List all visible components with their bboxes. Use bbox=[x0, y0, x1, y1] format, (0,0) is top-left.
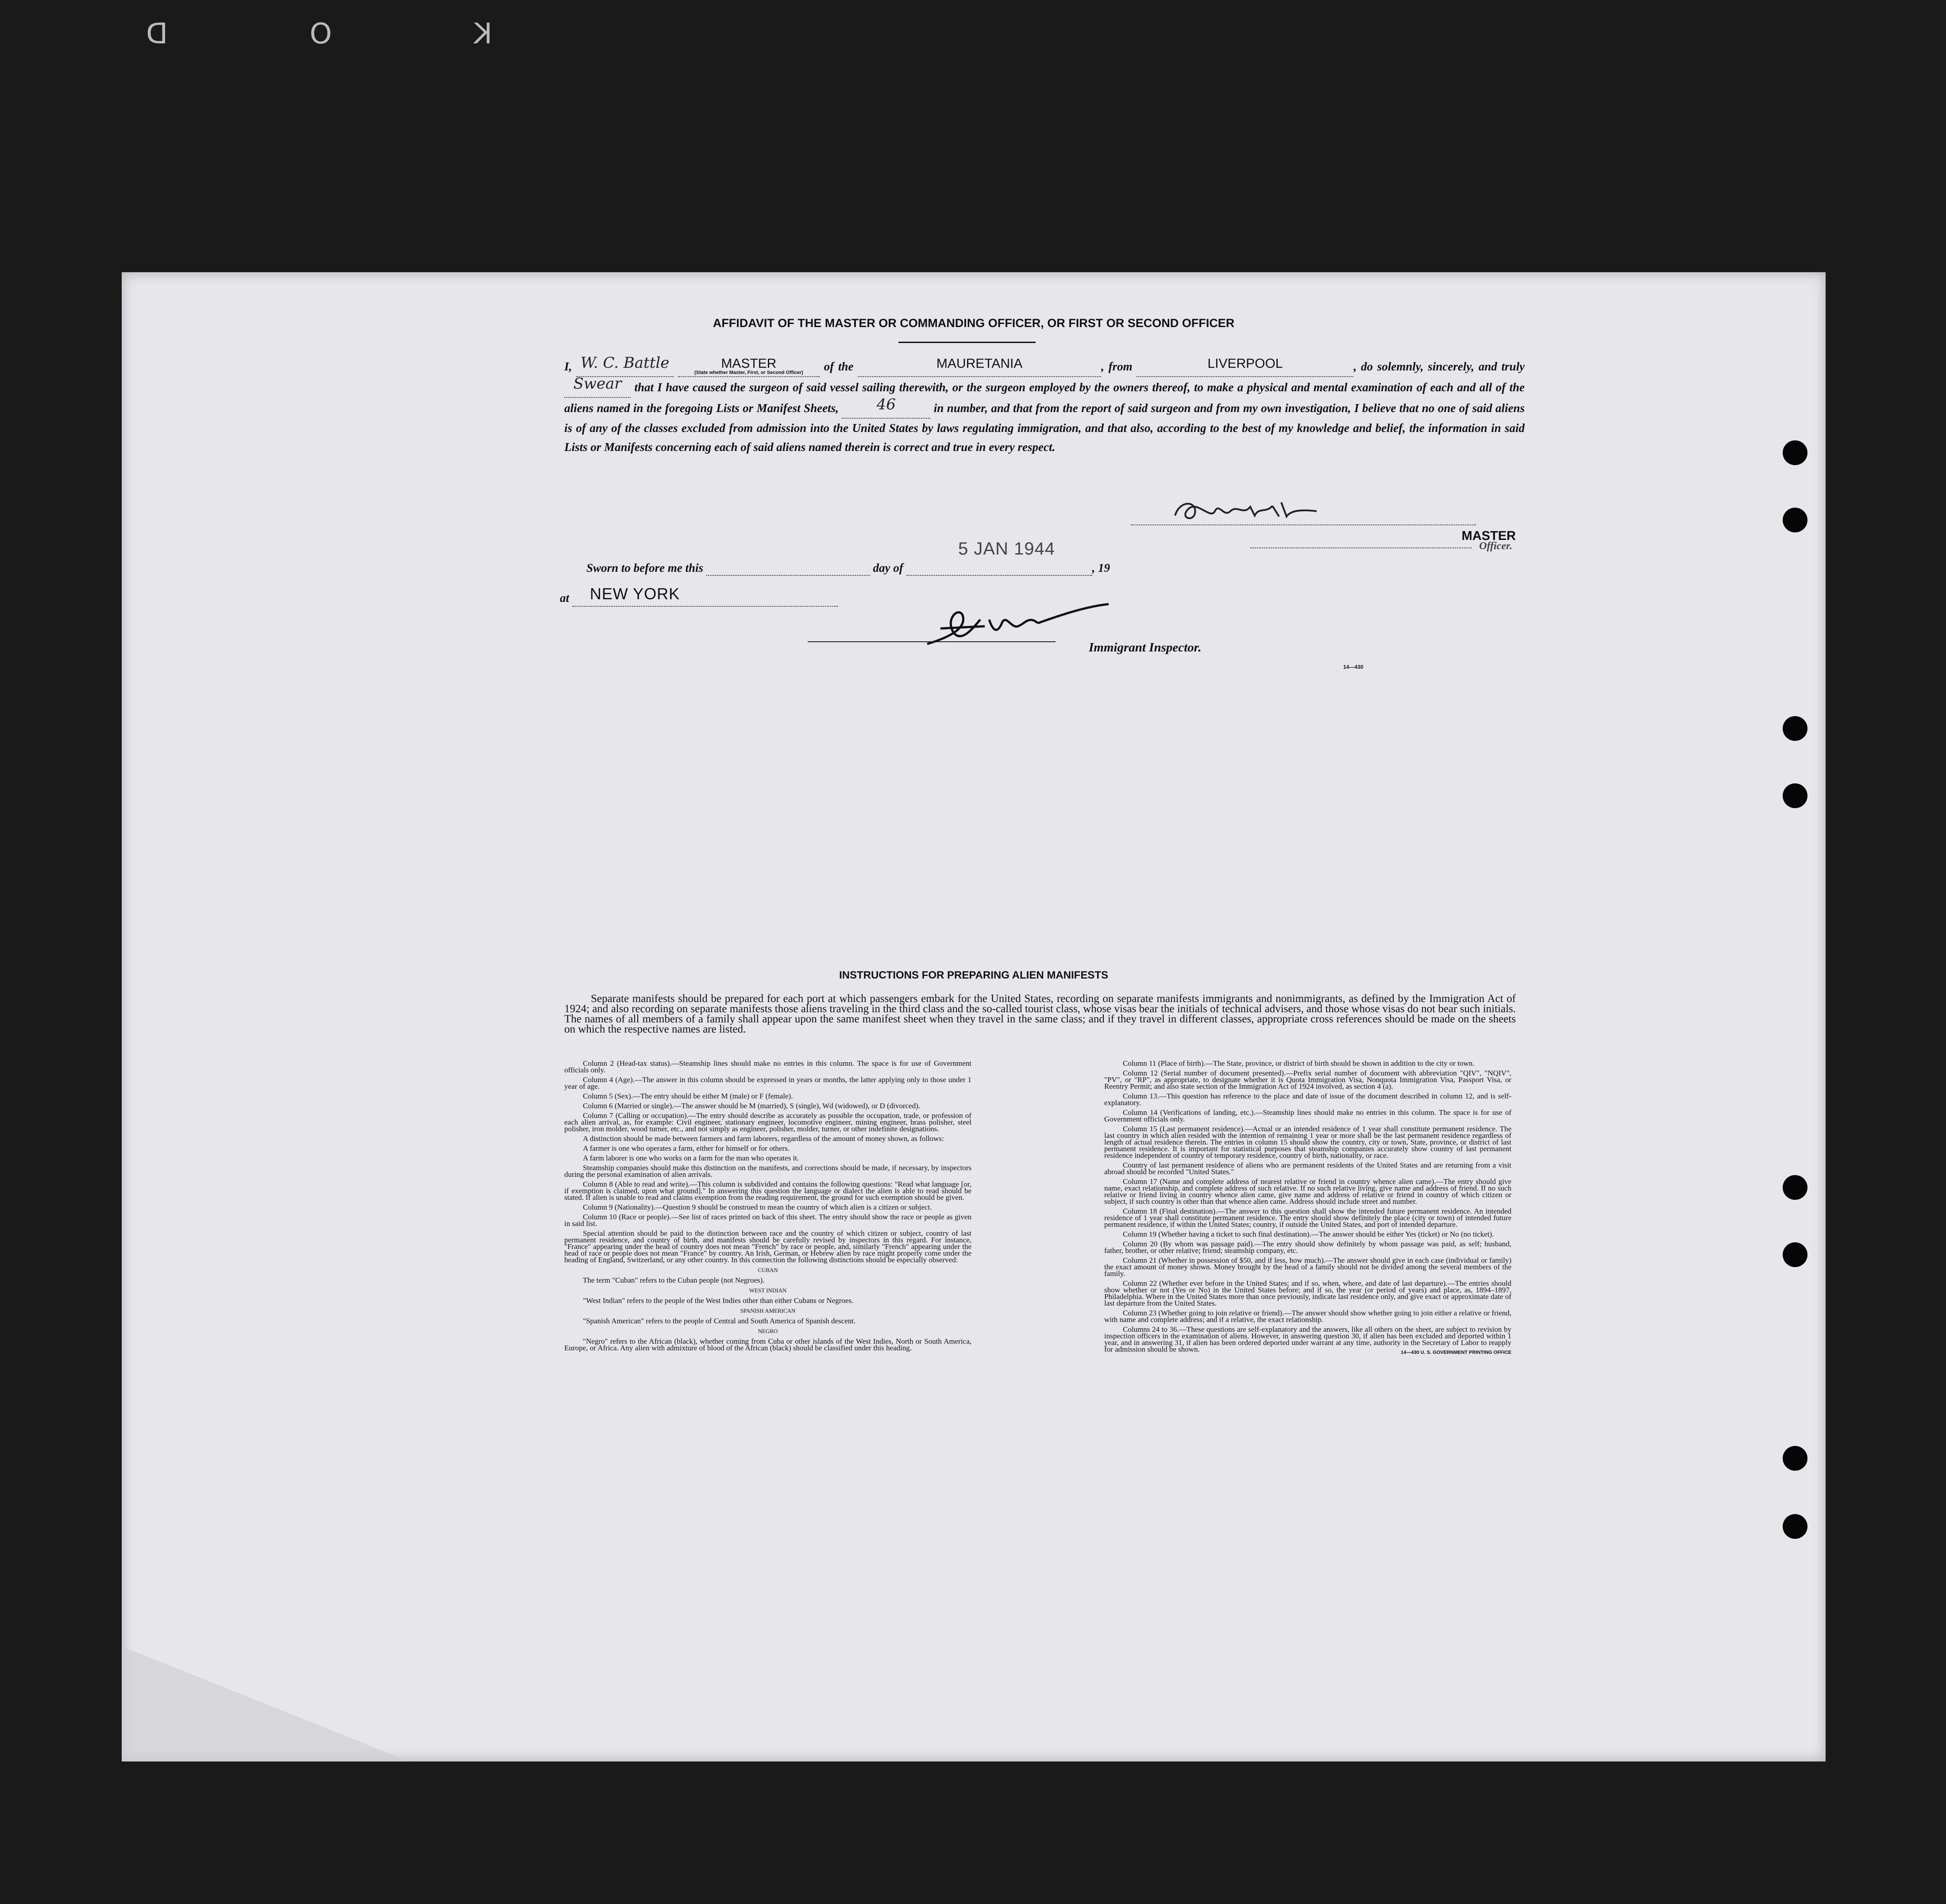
affidavit-text: in number, and that from the report of said surgeon and from my own investigation, I believe that no one of said aliens is of any of the classes excluded from admission into the United States by laws regulating immigration, and that also, according to the best of my knowledge and belief, the information in said Lists or Manifests concerning each of said aliens named therein is correct and true in every respect. bbox=[564, 401, 1525, 454]
section-heading: CUBAN bbox=[758, 1267, 778, 1273]
instruction-paragraph: Column 20 (By whom was passage paid).—The entry should show definitely by whom passage was paid, as self; husband, father, brother, or other relative; friend; steamship company, etc. bbox=[1104, 1240, 1511, 1255]
punch-hole bbox=[1783, 1514, 1807, 1539]
instruction-paragraph: Column 10 (Race or people).—See list of races printed on back of this sheet. The entry should show the race or people as given in said list. bbox=[564, 1213, 971, 1228]
rank-field bbox=[678, 357, 820, 377]
master-name: W. C. Battle bbox=[580, 354, 670, 372]
punch-hole bbox=[1783, 440, 1807, 465]
instruction-paragraph: Column 22 (Whether ever before in the United States; and if so, when, where, and date of last departure).—The entries should show whether or not (Yes or No) in the United States before; and if so, the year (or period of years) and place, as, 1894–1897, Philadelphia. Where in the United States more than once previously, indicate last residence only, and give exact or approximate date of last departure from the United States. bbox=[1104, 1279, 1511, 1307]
master-title-block bbox=[1219, 529, 1516, 552]
instruction-paragraph: A farmer is one who operates a farm, either for himself or for others. bbox=[583, 1144, 790, 1152]
affidavit-title: AFFIDAVIT OF THE MASTER OR COMMANDING OFFICER, OR FIRST OR SECOND OFFICER bbox=[713, 316, 1235, 330]
sworn-line bbox=[586, 561, 1317, 576]
affidavit-text: I, bbox=[564, 360, 572, 373]
instructions-intro: Separate manifests should be prepared for each port at which passengers embark for the United States, recording on separate manifests immigrants and nonimmigrants, as defined by the Immigration Act of 1924; and also recording on separate manifests those aliens traveling in the third class and the so-called tourist class, whose visas bear the initials of technical advisers, and those whose visas do not bear such initials. The names of all members of a family shall appear upon the same manifest sheet when they travel in the same class; and if they travel in different classes, appropriate cross references should be made on the sheets on which the respective names are listed. bbox=[564, 993, 1516, 1035]
title-rule bbox=[898, 342, 1036, 343]
oath-field bbox=[564, 377, 631, 398]
master-signature-line bbox=[1131, 502, 1476, 525]
instruction-paragraph: Column 15 (Last permanent residence).—Actual or an intended residence of 1 year shall constitute permanent residence. The last country in which alien resided with the intention of remaining 1 year or more shall be the last permanent residence regardless of length of actual residence therein. The entries in column 15 should show the country, city or town, State, province, or district of last permanent residence. It is important for statistical purposes that steamship companies accurately show country of last permanent residence independent of country of temporary residence, country of birth, nationality, or race. bbox=[1104, 1125, 1511, 1160]
port-field bbox=[1137, 357, 1353, 377]
instruction-paragraph: "Spanish American" refers to the people of Central and South America of Spanish descent. bbox=[583, 1317, 856, 1325]
instruction-paragraph: Steamship companies should make this distinction on the manifests, and corrections should be made, if necessary, by inspectors during the personal examination of alien arrivals. bbox=[564, 1164, 971, 1179]
instruction-paragraph: Column 7 (Calling or occupation).—The entry should describe as accurately as possible the occupation, trade, or profession of each alien arrival, as, for example: Civil engineer, stationary engineer, locomotive engineer, mining engineer, brass polisher, steel polisher, iron molder, wood turner, etc., and not simply as engineer, polisher, molder, turner, or other indefinite designations. bbox=[564, 1111, 971, 1133]
master-signature bbox=[1171, 498, 1348, 524]
instruction-paragraph: The term "Cuban" refers to the Cuban people (not Negroes). bbox=[583, 1276, 765, 1284]
page-fold bbox=[122, 1646, 409, 1761]
instruction-paragraph: Column 13.—This question has reference to the place and date of issue of the document described in column 12, and is self-explanatory. bbox=[1104, 1092, 1511, 1107]
sworn-year-label: , 19 bbox=[1092, 561, 1110, 574]
punch-hole bbox=[1783, 716, 1807, 741]
rank-hint: (State whether Master, First, or Second Officer) bbox=[694, 370, 803, 375]
punch-hole bbox=[1783, 508, 1807, 532]
instruction-paragraph: "West Indian" refers to the people of the West Indies other than either Cubans or Negroes. bbox=[583, 1296, 854, 1305]
instruction-paragraph: Column 18 (Final destination).—The answer to this question shall show the intended future permanent residence. An intended residence of 1 year shall constitute permanent residence. The entry should show definitely the place (city or town) of intended future permanent residence, if within the United States; country, if outside the United States, and port of intended departure. bbox=[1104, 1207, 1511, 1229]
inspector-line bbox=[808, 641, 1056, 642]
punch-hole bbox=[1783, 1446, 1807, 1471]
instructions-right-column bbox=[1104, 1060, 1511, 1356]
inspector-label: Immigrant Inspector. bbox=[1089, 640, 1202, 655]
instruction-paragraph: Column 14 (Verifications of landing, etc.).—Steamship lines should make no entries in this column. The space is for use of Government officials only. bbox=[1104, 1108, 1511, 1123]
instruction-paragraph: Country of last permanent residence of aliens who are permanent residents of the United States and are returning from a visit abroad should be recorded "United States." bbox=[1104, 1161, 1511, 1176]
sworn-day-label: day of bbox=[873, 561, 903, 574]
instruction-paragraph: Column 17 (Name and complete address of nearest relative or friend in country whence alien came).—The entry should give name, exact relationship, and complete address of such relative. If no such relative living, give name and address of friend. If no such relative or friend living in country whence alien came, give name and address of relative or friend in country of which citizen or subject, if such country is other than that whence alien came. Address should include street and number. bbox=[1104, 1177, 1511, 1206]
instructions-left-column bbox=[564, 1060, 971, 1354]
instruction-paragraph: Column 6 (Married or single).—The answer should be M (married), S (single), Wd (widowed), or D (divorced). bbox=[583, 1102, 921, 1110]
sworn-text: Sworn to before me this bbox=[586, 561, 704, 574]
instruction-paragraph: Column 4 (Age).—The answer in this column should be expressed in years or months, the latter applying only to those under 1 year of age. bbox=[564, 1075, 971, 1091]
section-heading: NEGRO bbox=[758, 1328, 778, 1334]
instruction-paragraph: Column 23 (Whether going to join relative or friend).—The answer should show whether going to join either a relative or friend, with name and complete address; and if a relative, the exact relationship. bbox=[1104, 1309, 1511, 1324]
instruction-paragraph: Column 12 (Serial number of document presented).—Prefix serial number of document with abbreviation "QIV", "NQIV", "PV", or "RP", as appropriate, to designate whether it is Quota Immigration Visa, Nonquota Immigration Visa, Passport Visa, or Reentry Permit; and also state section of the Immigration Act of 1924 involved, as section 4 (a). bbox=[1104, 1069, 1511, 1091]
master-label: MASTER bbox=[1461, 529, 1516, 543]
instruction-paragraph: Column 11 (Place of birth).—The State, province, or district of birth should be shown in addition to the city or town. bbox=[1123, 1059, 1475, 1068]
title-line bbox=[1250, 547, 1472, 548]
instruction-paragraph: Column 19 (Whether having a ticket to such final destination).—The answer should be either Yes (ticket) or No (no ticket). bbox=[1123, 1230, 1494, 1238]
punch-hole bbox=[1783, 1242, 1807, 1267]
place-name: NEW YORK bbox=[590, 585, 680, 603]
inspector-signature-block bbox=[808, 622, 1228, 655]
section-heading: WEST INDIAN bbox=[749, 1287, 787, 1294]
officer-label: Officer. bbox=[1479, 540, 1512, 552]
instruction-paragraph: Column 2 (Head-tax status).—Steamship lines should make no entries in this column. The space is for use of Government officials only. bbox=[564, 1059, 971, 1074]
vessel-field bbox=[858, 357, 1101, 377]
instruction-paragraph: A farm laborer is one who works on a farm for the man who operates it. bbox=[583, 1154, 799, 1162]
place-field bbox=[572, 587, 838, 607]
master-name-field bbox=[576, 356, 674, 377]
punch-hole bbox=[1783, 783, 1807, 808]
instructions-title: INSTRUCTIONS FOR PREPARING ALIEN MANIFESTS bbox=[839, 969, 1108, 981]
manifest-page bbox=[122, 272, 1826, 1761]
instruction-paragraph: Columns 24 to 36.—These questions are self-explanatory and the answers, like all others on the sheet, are subject to revision by inspection officers in the examination of aliens. However, in answering question 30, if alien has been excluded and deported within 1 year, and in answering 31, if alien has been ordered deported under warrant at any time, authority in the Secretary of Labor to reapply for admission should be shown. bbox=[1104, 1325, 1511, 1353]
oath-word: Swear bbox=[573, 375, 622, 393]
affidavit-text: , do solemnly, sincerely, and truly bbox=[1353, 360, 1525, 373]
date-stamp: 5 JAN 1944 bbox=[958, 539, 1056, 559]
rank-typed: MASTER bbox=[721, 356, 777, 371]
form-number: 14—430 bbox=[1343, 664, 1364, 670]
film-edge-marking: K O D bbox=[80, 18, 493, 50]
sworn-day-field bbox=[706, 561, 870, 576]
instruction-paragraph: A distinction should be made between farmers and farm laborers, regardless of the amount of money shown, as follows: bbox=[583, 1134, 944, 1143]
inspector-signature bbox=[914, 602, 1118, 651]
punch-hole bbox=[1783, 1175, 1807, 1200]
instruction-paragraph: Column 9 (Nationality).—Question 9 should be construed to mean the country of which alien is a citizen or subject. bbox=[583, 1203, 932, 1211]
sworn-month-field bbox=[906, 561, 1092, 576]
affidavit-text: of the bbox=[824, 360, 854, 373]
sheets-field bbox=[842, 398, 930, 419]
printing-office-line: 14—430 U. S. GOVERNMENT PRINTING OFFICE bbox=[1401, 1350, 1511, 1355]
instruction-paragraph: "Negro" refers to the African (black), whether coming from Cuba or other islands of the West Indies, North or South America, Europe, or Africa. Any alien with admixture of blood of the African (black) should be classified under this heading. bbox=[564, 1337, 971, 1352]
affidavit-body bbox=[564, 356, 1525, 457]
instruction-paragraph: Column 8 (Able to read and write).—This column is subdivided and contains the following questions: "Read what language [or, if exemption is claimed, upon what ground]." In answering this question the language or dialect the alien is able to read should be stated. If alien is unable to read and claims exemption from the reading requirement, the ground for such exemption should be given. bbox=[564, 1180, 971, 1202]
port-name: LIVERPOOL bbox=[1207, 356, 1283, 371]
affidavit-text: , from bbox=[1101, 360, 1133, 373]
sheet-count: 46 bbox=[876, 396, 896, 413]
at-label: at bbox=[560, 591, 570, 605]
section-heading: SPANISH AMERICAN bbox=[740, 1307, 796, 1314]
instruction-paragraph: Column 5 (Sex).—The entry should be either M (male) or F (female). bbox=[583, 1092, 793, 1100]
affidavit-text: that I have caused the surgeon of said vessel sailing therewith, or the surgeon employed by the owners thereof, to make a physical and mental examination of each and all of the aliens named in the foregoing Lists or Manifest Sheets, bbox=[564, 381, 1525, 415]
vessel-name: MAURETANIA bbox=[936, 356, 1023, 371]
instruction-paragraph: Column 21 (Whether in possession of $50, and if less, how much).—The answer should give in each case (individual or family) the exact amount of money shown. Money brought by the head of a family should not be divided among the several members of the family. bbox=[1104, 1256, 1511, 1278]
instruction-paragraph: Special attention should be paid to the distinction between race and the country of which citizen or subject, country of last permanent residence, and country of birth, and manifests should be carefully revised by inspectors in this regard. For instance, "France" appearing under the head of country does not mean "French" by race or people, and, similarly "French" appearing under the head of race or people does not mean "France" by country. An Irish, German, or Hebrew alien by race might properly come under the heading of England, Switzerland, or any other country. In this connection the following distinctions should be especially observed: bbox=[564, 1229, 971, 1264]
